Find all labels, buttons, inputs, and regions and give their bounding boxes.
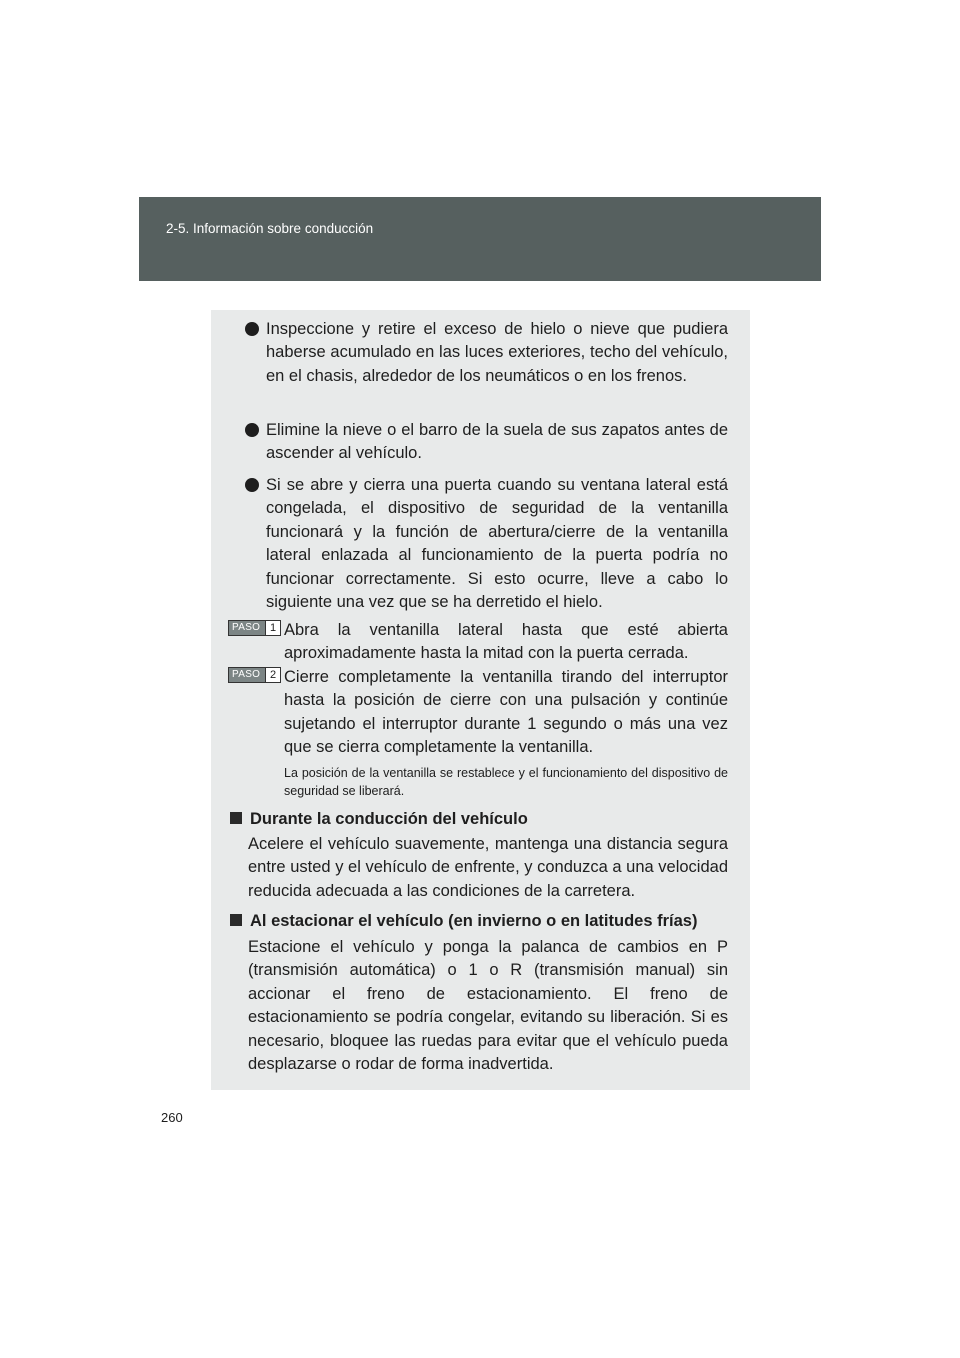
bullet-item (266, 474, 728, 614)
step-number: 1 (265, 621, 280, 635)
square-bullet-icon (230, 812, 242, 824)
bullet-text: Elimine la nieve o el barro de la suela de sus zapatos antes de ascender al vehículo. (266, 421, 728, 463)
bullet-item (266, 419, 728, 466)
bullet-dot-icon (245, 423, 259, 437)
step-text: Abra la ventanilla lateral hasta que esté abierta aproximadamente hasta la mitad con la puerta cerrada. (284, 621, 728, 663)
step-number: 2 (265, 668, 280, 682)
step-item (232, 619, 728, 666)
section-heading (230, 808, 730, 831)
section-body: Estacione el vehículo y ponga la palanca de cambios en P (transmisión automática) o 1 o R (transmisión manual) sin accionar el freno de estacionamiento. El freno de estacionamiento se podría congelar, evitando su liberación. Si es necesario, bloquee las ruedas para evitar que el vehículo pueda desplazarse o rodar de forma inadvertida. (248, 938, 728, 1074)
step-label: PASO (232, 669, 261, 680)
step-item (232, 666, 728, 760)
section-heading-text: Al estacionar el vehículo (en invierno o en latitudes frías) (250, 912, 698, 930)
page-number: 260 (161, 1110, 183, 1125)
bullet-dot-icon (245, 322, 259, 336)
step-text: Cierre completamente la ventanilla tirando del interruptor hasta la posición de cierre con una pulsación y continúe sujetando el interruptor durante 1 segundo o más una vez que se cierra completamente la ventanilla. (284, 668, 728, 757)
bullet-item (266, 318, 728, 388)
bullet-dot-icon (245, 478, 259, 492)
step-badge (228, 667, 281, 683)
section-title: 2-5. Información sobre conducción (166, 221, 374, 236)
section-header-bar (139, 197, 821, 281)
content-box (211, 310, 750, 1090)
bullet-text: Inspeccione y retire el exceso de hielo o nieve que pudiera haberse acumulado en las luces exteriores, techo del vehículo, en el chasis, alrededor de los neumáticos o en los frenos. (266, 320, 728, 385)
section-heading (230, 910, 730, 933)
step-note: La posición de la ventanilla se restablece y el funcionamiento del dispositivo de seguridad se liberará. (284, 766, 728, 798)
square-bullet-icon (230, 914, 242, 926)
section-body: Acelere el vehículo suavemente, mantenga una distancia segura entre usted y el vehículo de enfrente, y conduzca a una velocidad reducida adecuada a las condiciones de la carretera. (248, 835, 728, 900)
section-heading-text: Durante la conducción del vehículo (250, 810, 528, 828)
step-label: PASO (232, 622, 261, 633)
bullet-text: Si se abre y cierra una puerta cuando su ventana lateral está congelada, el dispositivo de seguridad de la ventanilla funcionará y la función de abertura/cierre de la ventanilla lateral enlazada al funcionamiento de la puerta podría no funcionar correctamente. Si esto ocurre, lleve a cabo lo siguiente una vez que se ha derretido el hielo. (266, 476, 728, 612)
step-badge (228, 620, 281, 636)
